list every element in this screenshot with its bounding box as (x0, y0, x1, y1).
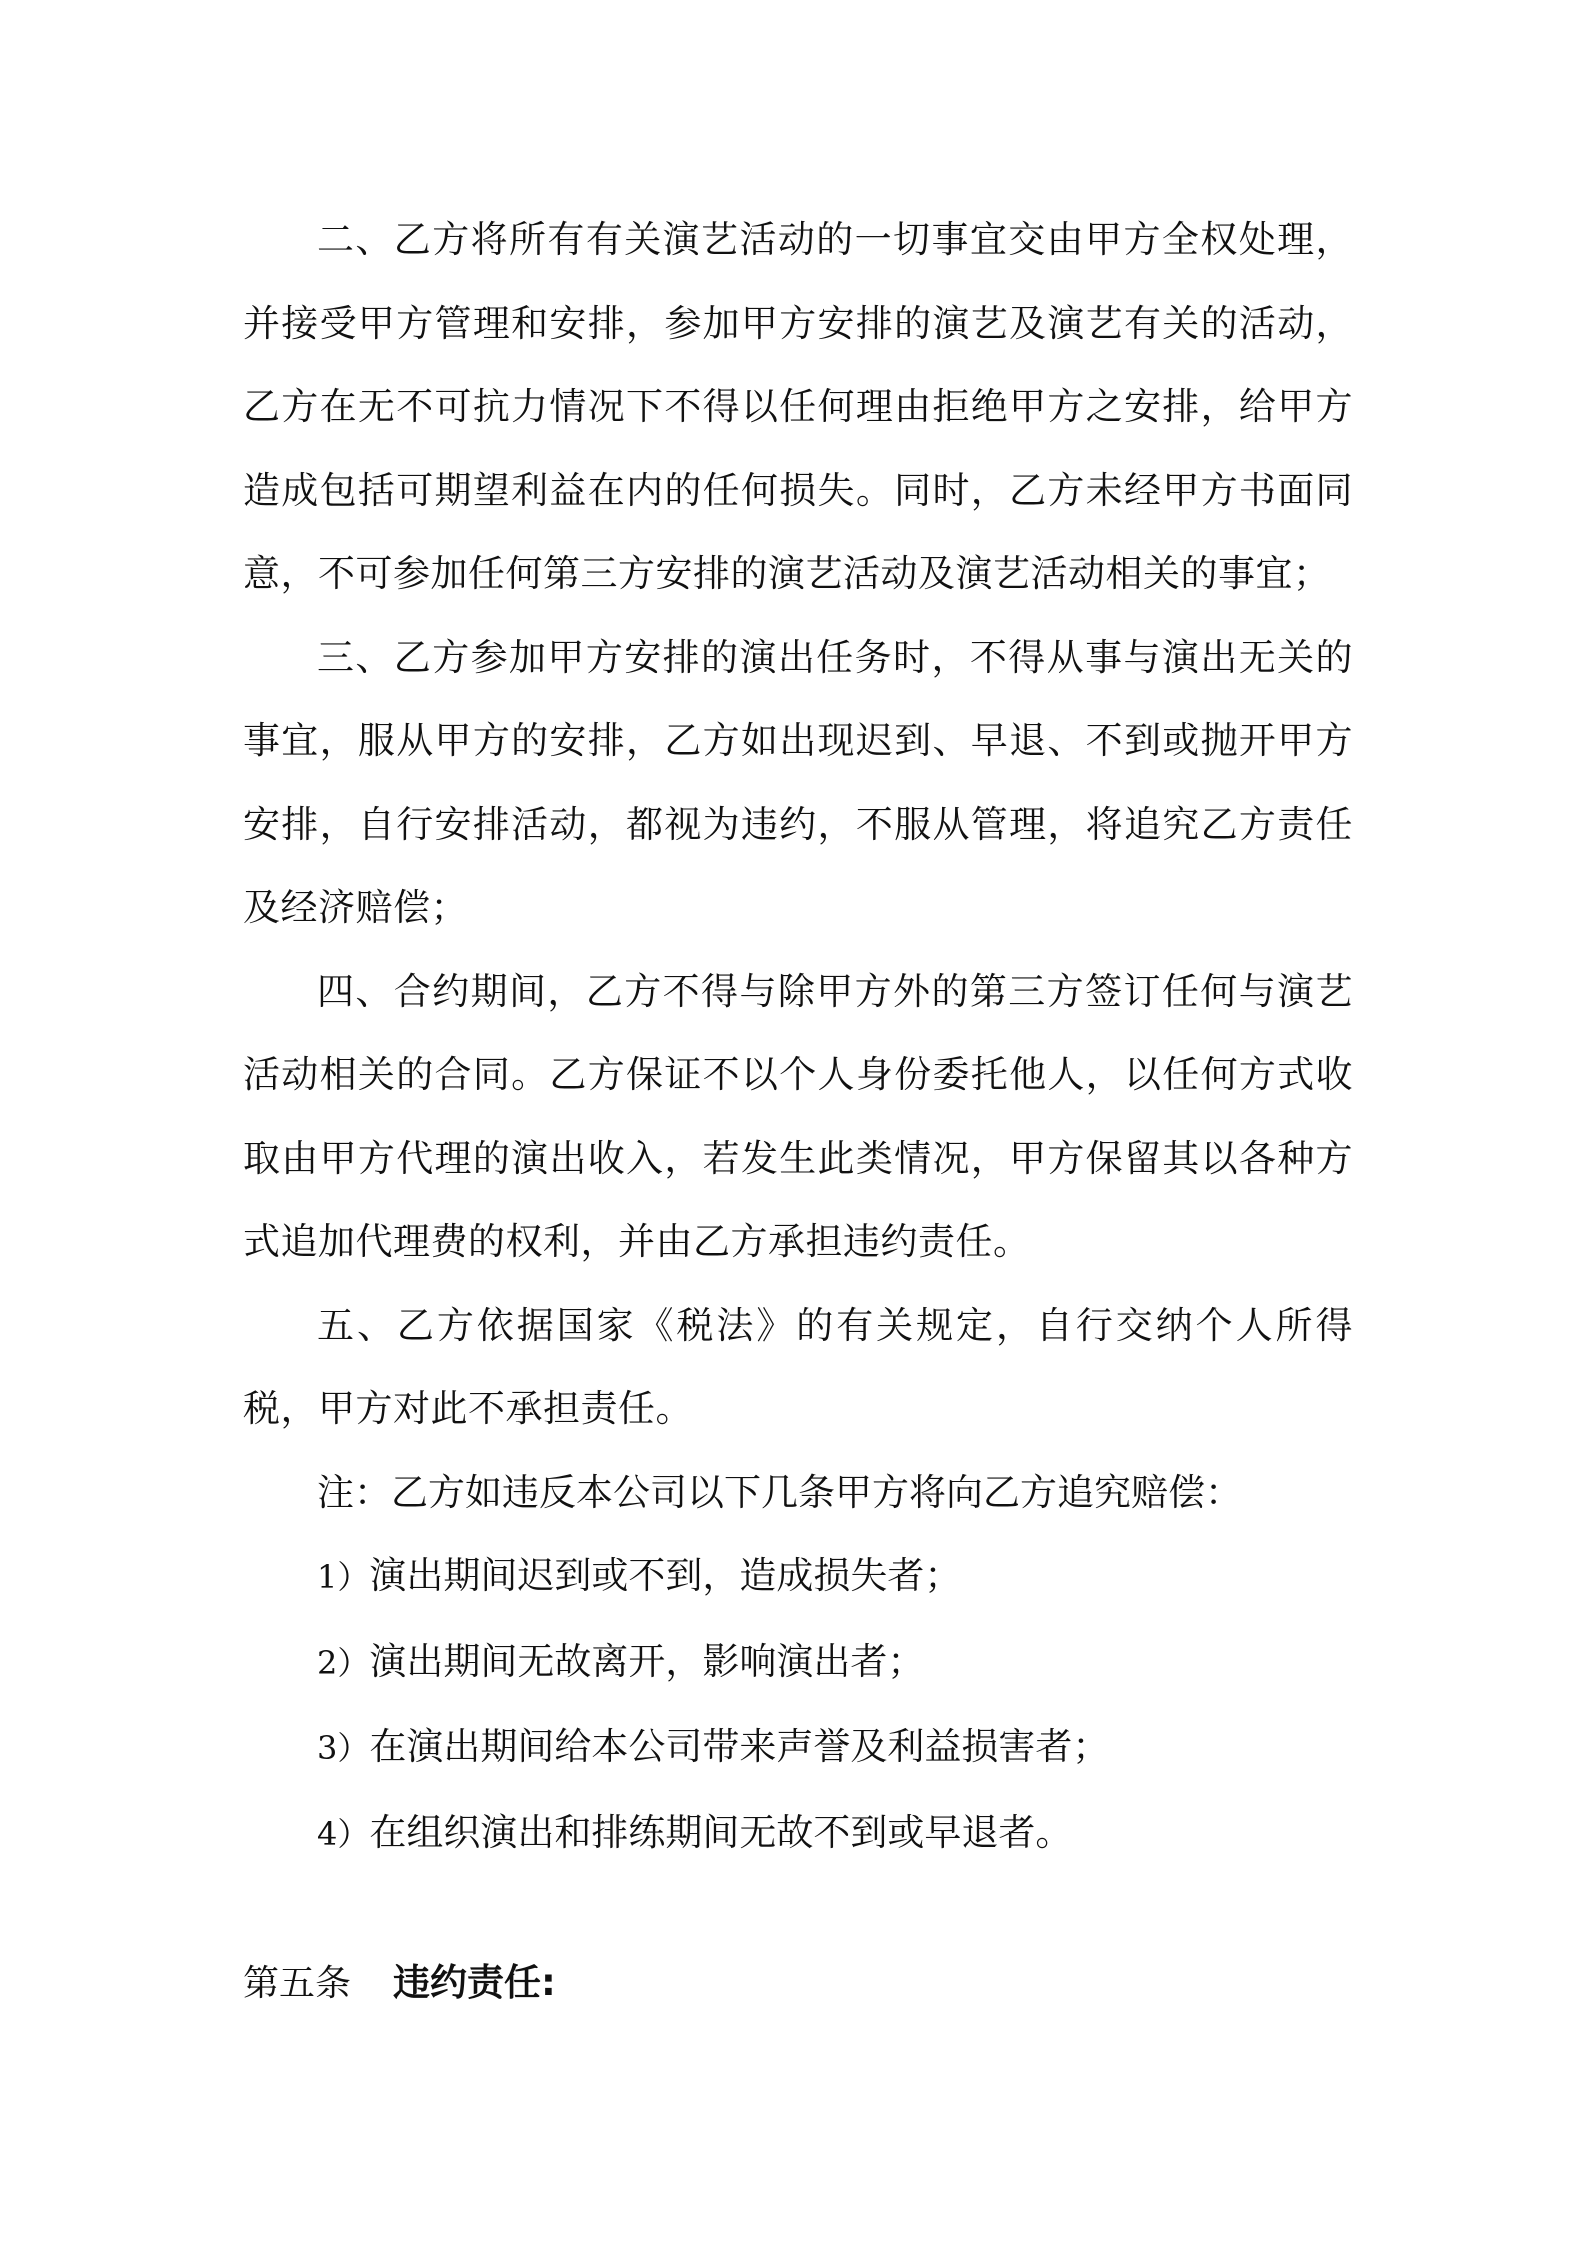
penalty-list (243, 1534, 1353, 1876)
clause-5-paragraph: 五、乙方依据国家《税法》的有关规定，自行交纳个人所得税，甲方对此不承担责任。 (243, 1303, 1353, 1430)
note-heading: 注：乙方如违反本公司以下几条甲方将向乙方追究赔偿： (317, 1470, 1242, 1514)
article-heading (243, 1953, 556, 2014)
list-item (243, 1791, 1353, 1877)
list-item-text: 在演出期间给本公司带来声誉及利益损害者； (369, 1725, 1110, 1768)
article-title: 违约责任: (393, 1961, 556, 2004)
list-item (243, 1705, 1353, 1791)
clause-3-paragraph: 三、乙方参加甲方安排的演出任务时，不得从事与演出无关的事宜，服从甲方的安排，乙方如出现迟到、早退、不到或抛开甲方安排，自行安排活动，都视为违约，不服从管理，将追究乙方责任及经济赔偿； (243, 635, 1353, 929)
list-item (243, 1620, 1353, 1706)
list-item (243, 1534, 1353, 1620)
list-item-number: 3） (317, 1729, 370, 1767)
list-item-text: 演出期间无故离开，影响演出者； (369, 1639, 925, 1683)
clause-2-paragraph: 二、乙方将所有有关演艺活动的一切事宜交由甲方全权处理，并接受甲方管理和安排，参加甲方安排的演艺及演艺有关的活动，乙方在无不可抗力情况下不得以任何理由拒绝甲方之安排，给甲方造成包括可期望利益在内的任何损失。同时，乙方未经甲方书面同意，不可参加任何第三方安排的演艺活动及演艺活动相关的事宜； (243, 218, 1353, 595)
list-item-number: 4） (317, 1814, 370, 1853)
article-number: 第五条 (243, 1963, 352, 2004)
list-item-number: 1） (317, 1558, 370, 1596)
clause-4-paragraph: 四、合约期间，乙方不得与除甲方外的第三方签订任何与演艺活动相关的合同。乙方保证不以个人身份委托他人，以任何方式收取由甲方代理的演出收入，若发生此类情况，甲方保留其以各种方式追加代理费的权利，并由乙方承担违约责任。 (243, 969, 1353, 1263)
list-item-number: 2） (317, 1643, 370, 1682)
list-item-text: 演出期间迟到或不到，造成损失者； (369, 1554, 962, 1597)
document-body (243, 198, 1353, 1876)
list-item-text: 在组织演出和排练期间无故不到或早退者。 (369, 1810, 1073, 1854)
